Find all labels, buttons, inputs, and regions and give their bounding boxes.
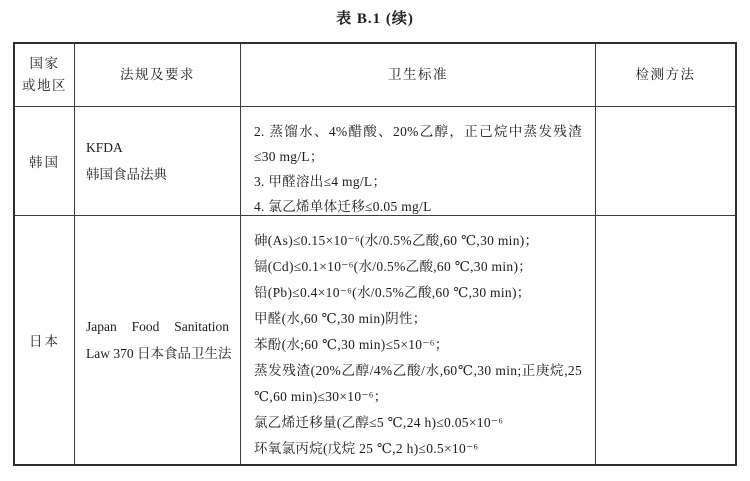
header-country-line1: 国家 — [29, 56, 60, 71]
header-hygiene-standard — [241, 44, 596, 107]
standard-line: 4. 氯乙烯单体迁移≤0.05 mg/L — [254, 199, 432, 214]
header-country-region — [15, 44, 75, 107]
header-test-method — [596, 44, 735, 107]
row-japan-country-cell — [15, 216, 75, 464]
standard-line: 蒸发残渣(20%乙醇/4%乙酸/水,60℃,30 min;正庚烷,25 ℃,60 min)≤30×10⁻⁶； — [254, 363, 582, 404]
country-name-korea: 韩国 — [29, 155, 60, 170]
regulation-line: Law 370 日本食品卫生法 — [86, 346, 232, 361]
header-regulation-label: 法规及要求 — [120, 67, 195, 82]
row-japan-method-cell — [596, 216, 735, 464]
standard-line: 甲醛(水,60 ℃,30 min)阴性； — [254, 311, 427, 326]
standard-line: 2. 蒸馏水、4%醋酸、20%乙醇，正己烷中蒸发残渣≤30 mg/L； — [254, 124, 582, 164]
regulation-line: Japan Food Sanitation — [86, 319, 229, 334]
row-korea-standard-cell — [241, 107, 596, 216]
country-name-japan: 日本 — [29, 334, 60, 349]
regulation-line: KFDA — [86, 140, 123, 155]
table-title: 表 B.1 (续) — [336, 11, 414, 27]
row-korea-country-cell — [15, 107, 75, 216]
header-regulation — [75, 44, 241, 107]
row-japan-standard-cell — [241, 216, 596, 464]
standard-line: 砷(As)≤0.15×10⁻⁶(水/0.5%乙酸,60 ℃,30 min)； — [254, 233, 539, 248]
standards-table — [13, 42, 737, 466]
standard-line: 镉(Cd)≤0.1×10⁻⁶(水/0.5%乙酸,60 ℃,30 min)； — [254, 259, 533, 274]
header-test-method-label: 检测方法 — [635, 67, 696, 82]
standard-line: 环氧氯丙烷(戊烷 25 ℃,2 h)≤0.5×10⁻⁶ — [254, 441, 479, 456]
standard-line: 苯酚(水;60 ℃,30 min)≤5×10⁻⁶； — [254, 337, 449, 352]
regulation-line: 韩国食品法典 — [86, 167, 167, 182]
header-hygiene-standard-label: 卫生标准 — [388, 67, 448, 82]
standard-line: 3. 甲醛溶出≤4 mg/L； — [254, 174, 387, 189]
row-korea-method-cell — [596, 107, 735, 216]
standard-line: 铅(Pb)≤0.4×10⁻⁶(水/0.5%乙酸,60 ℃,30 min)； — [254, 285, 531, 300]
standard-line: 氯乙烯迁移量(乙醇≤5 ℃,24 h)≤0.05×10⁻⁶ — [254, 415, 504, 430]
header-country-line2: 或地区 — [22, 78, 67, 93]
row-korea-regulation-cell — [75, 107, 241, 216]
row-japan-regulation-cell — [75, 216, 241, 464]
